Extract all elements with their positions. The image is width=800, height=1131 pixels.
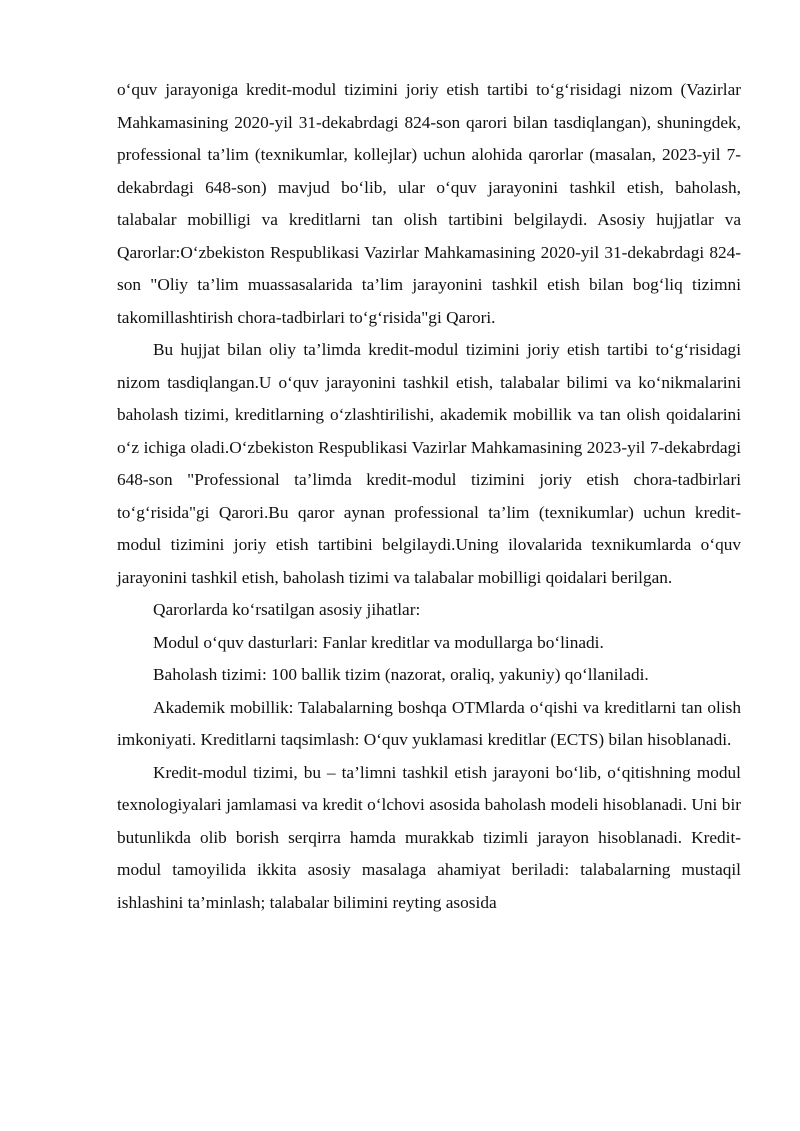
document-page bbox=[117, 74, 741, 919]
paragraph-intro: o‘quv jarayoniga kredit-modul tizimini joriy etish tartibi to‘g‘risidagi nizom (Vazirlar Mahkamasining 2020-yil 31-dekabrdagi 824-son qarori bilan tasdiqlangan), shuningdek, professional ta’lim (texnikumlar, kollejlar) uchun alohida qarorlar (masalan, 2023-yil 7-dekabrdagi 648-son) mavjud bo‘lib, ular o‘quv jarayonini tashkil etish, baholash, talabalar mobilligi va kreditlarni tan olish tartibini belgilaydi. Asosiy hujjatlar va Qarorlar:O‘zbekiston Respublikasi Vazirlar Mahkamasining 2020-yil 31-dekabrdagi 824-son "Oliy ta’lim muassasalarida ta’lim jarayonini tashkil etish bilan bog‘liq tizimni takomillashtirish chora-tadbirlari to‘g‘risida"gi Qarori. bbox=[117, 80, 741, 327]
paragraph-assessment-system: Baholash tizimi: 100 ballik tizim (nazorat, oraliq, yakuniy) qo‘llaniladi. bbox=[153, 665, 649, 684]
paragraph-credit-module-definition: Kredit-modul tizimi, bu – ta’limni tashkil etish jarayoni bo‘lib, o‘qitishning modul texnologiyalari jamlamasi va kredit o‘lchovi asosida baholash modeli hisoblanadi. Uni bir butunlikda olib borish serqirra hamda murakkab tizimli jarayon hisoblanadi. Kredit-modul tamoyilida ikkita asosiy masalaga ahamiyat beriladi: talabalarning mustaqil ishlashini ta’minlash; talabalar bilimini reyting asosida bbox=[117, 762, 741, 912]
paragraph-academic-mobility: Akademik mobillik: Talabalarning boshqa OTMlarda o‘qishi va kreditlarni tan olish imkoniyati. Kreditlarni taqsimlash: O‘quv yuklamasi kreditlar (ECTS) bilan hisoblanadi. bbox=[117, 697, 741, 749]
paragraph-regulation-details: Bu hujjat bilan oliy ta’limda kredit-modul tizimini joriy etish tartibi to‘g‘risidagi nizom tasdiqlangan.U o‘quv jarayonini tashkil etish, talabalar bilimi va ko‘nikmalarini baholash tizimi, kreditlarning o‘zlashtirilishi, akademik mobillik va tan olish qoidalarini o‘z ichiga oladi.O‘zbekiston Respublikasi Vazirlar Mahkamasining 2023-yil 7-dekabrdagi 648-son "Professional ta’limda kredit-modul tizimini joriy etish chora-tadbirlari to‘g‘risida"gi Qarori.Bu qaror aynan professional ta’lim (texnikumlar) uchun kredit-modul tizimini joriy etish tartibini belgilaydi.Uning ilovalarida texnikumlarda o‘quv jarayonini tashkil etish, baholash tizimi va talabalar mobilligi qoidalari berilgan. bbox=[117, 340, 741, 587]
paragraph-module-programs: Modul o‘quv dasturlari: Fanlar kreditlar va modullarga bo‘linadi. bbox=[153, 632, 604, 652]
paragraph-key-aspects-heading: Qarorlarda ko‘rsatilgan asosiy jihatlar: bbox=[153, 600, 421, 619]
